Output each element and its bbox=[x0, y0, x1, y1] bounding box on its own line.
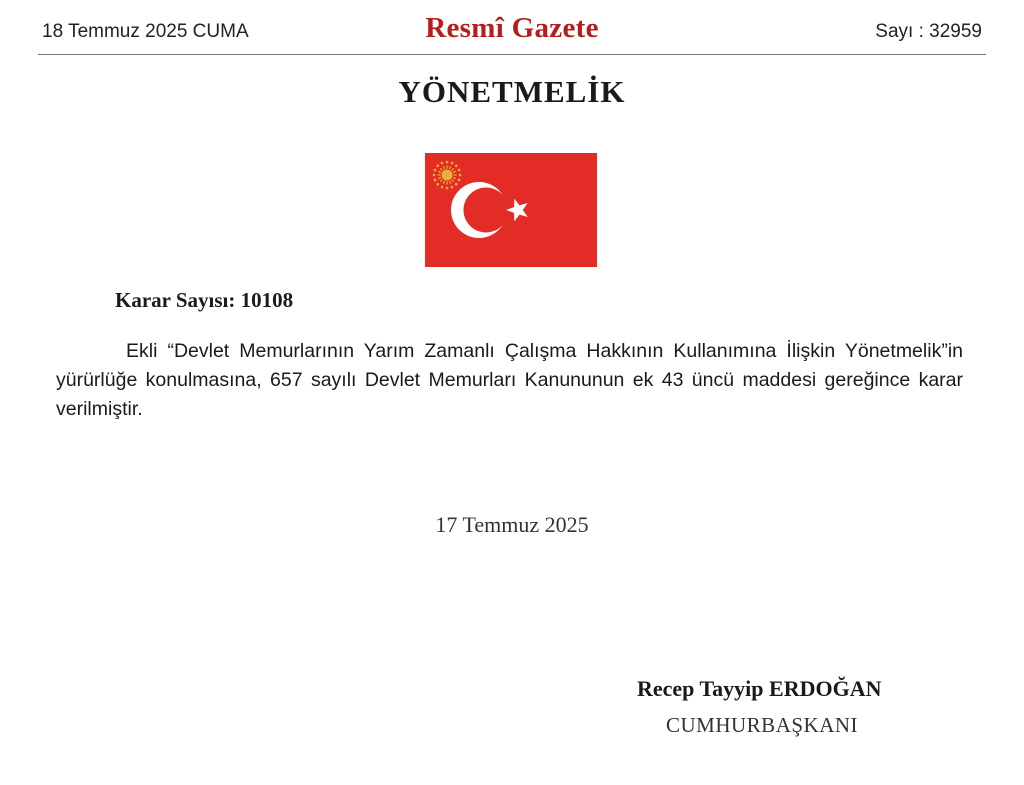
emblem-star bbox=[446, 161, 449, 164]
publication-title: Resmî Gazete bbox=[425, 12, 599, 44]
emblem-star bbox=[434, 179, 437, 182]
emblem-star bbox=[458, 179, 461, 182]
emblem-sun bbox=[442, 170, 453, 181]
emblem-star bbox=[459, 174, 462, 177]
emblem-star bbox=[451, 162, 454, 165]
emblem-star bbox=[458, 169, 461, 172]
emblem-star bbox=[451, 186, 454, 189]
document-type-heading: YÖNETMELİK bbox=[398, 74, 626, 109]
emblem-star bbox=[446, 187, 449, 190]
emblem-star bbox=[441, 186, 444, 189]
masthead bbox=[38, 10, 986, 55]
emblem-star bbox=[437, 165, 440, 168]
emblem-star bbox=[441, 162, 444, 165]
turkish-flag-icon bbox=[425, 153, 597, 267]
decision-number: Karar Sayısı: 10108 bbox=[115, 288, 294, 312]
emblem-star bbox=[437, 183, 440, 186]
emblem-star bbox=[455, 165, 458, 168]
signing-date: 17 Temmuz 2025 bbox=[435, 512, 589, 537]
crescent-inner bbox=[464, 188, 509, 233]
emblem-star bbox=[433, 174, 436, 177]
emblem-star bbox=[434, 169, 437, 172]
issue-number: Sayı : 32959 bbox=[875, 21, 982, 42]
decision-body-text: Ekli “Devlet Memurlarının Yarım Zamanlı Çalışma Hakkının Kullanımına İlişkin Yönetmelik”in yürürlüğe konulmasına, 657 sayılı Devlet Memurları Kanununun ek 43 üncü maddesi gereğince karar verilmiştir. bbox=[56, 340, 963, 420]
signer-name: Recep Tayyip ERDOĞAN bbox=[637, 676, 882, 701]
emblem-star bbox=[455, 183, 458, 186]
signer-title: CUMHURBAŞKANI bbox=[666, 713, 859, 737]
publication-date: 18 Temmuz 2025 CUMA bbox=[42, 21, 249, 42]
